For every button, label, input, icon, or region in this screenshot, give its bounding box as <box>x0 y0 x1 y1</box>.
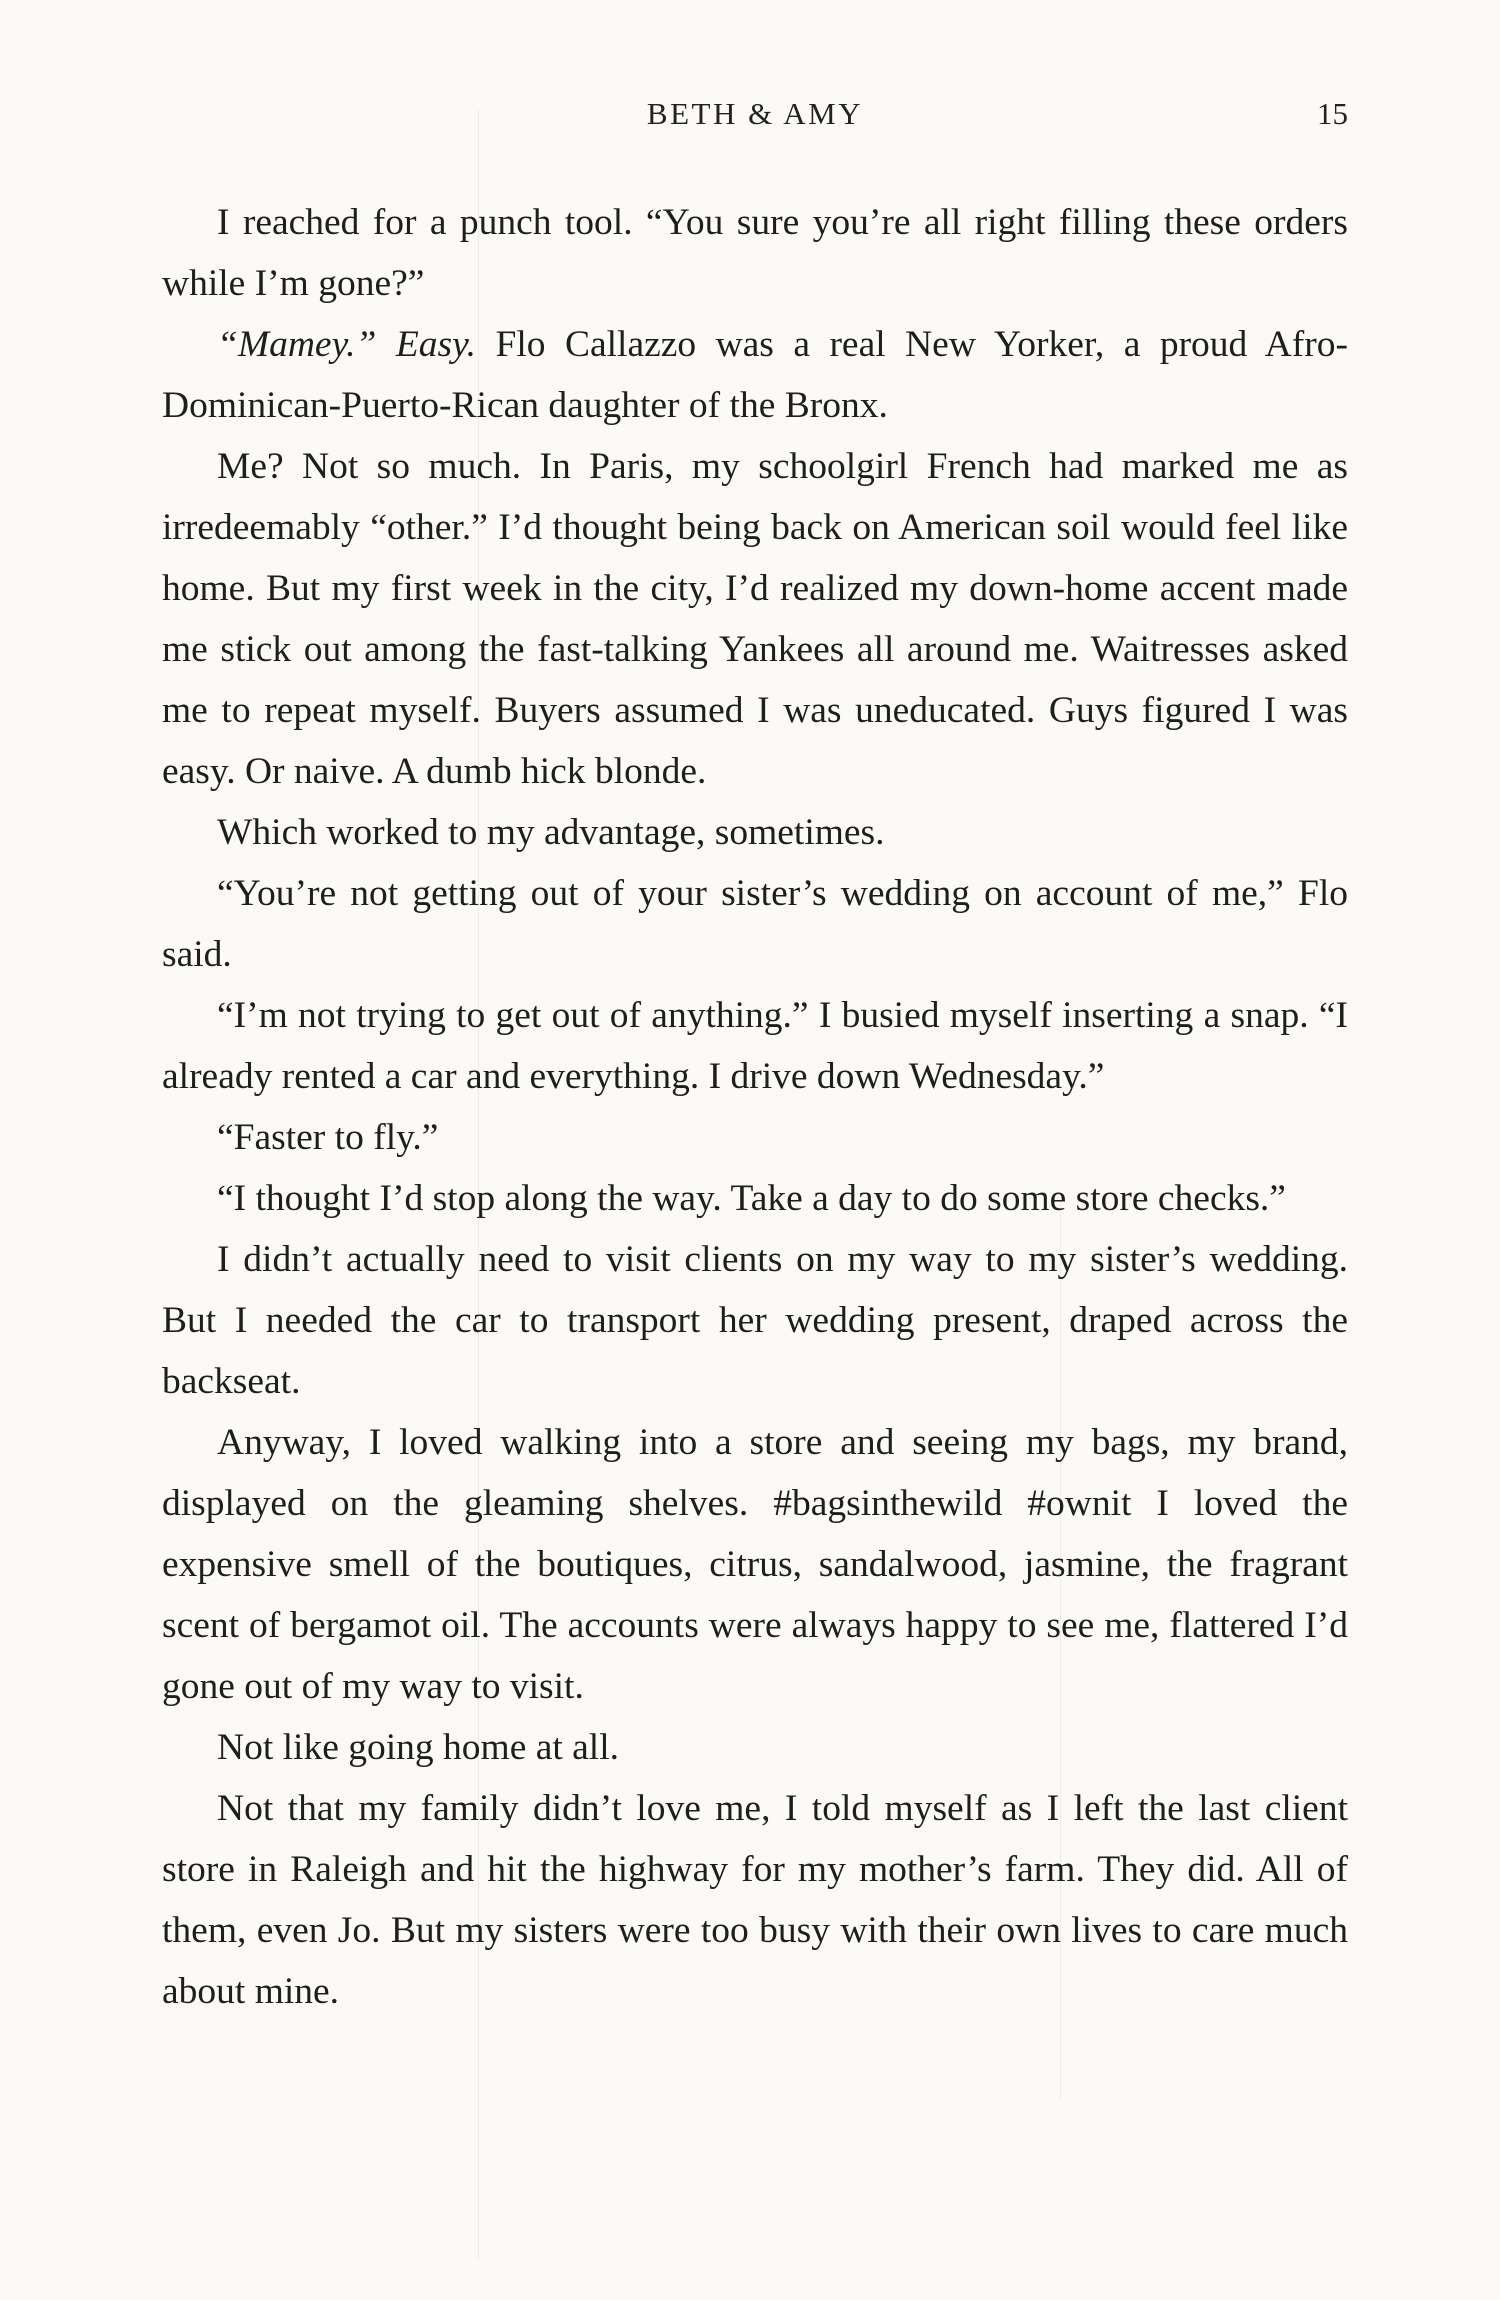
paragraph: Which worked to my advantage, sometimes. <box>217 812 885 853</box>
paragraph: Me? Not so much. In Paris, my schoolgirl French had marked me as irredeemably “other.” I’d thought being back on American soil would feel like home. But my first week in the city, I’d realized my down-home accent made me stick out among the fast-talking Yankees all around me. Waitresses asked me to repeat myself. Buyers assumed I was uneducated. Guys figured I was easy. Or naive. A dumb hick blonde. <box>162 446 1348 792</box>
paragraph: I didn’t actually need to visit clients on my way to my sister’s wedding. But I needed the car to transport her wedding present, draped across the backseat. <box>162 1239 1348 1402</box>
paragraph: Not that my family didn’t love me, I told myself as I left the last client store in Raleigh and hit the highway for my mother’s farm. They did. All of them, even Jo. But my sisters were too busy with their own lives to care much about mine. <box>162 1788 1348 2012</box>
paragraph: I reached for a punch tool. “You sure you’re all right filling these orders while I’m gone?” <box>162 202 1348 304</box>
paragraph: Not like going home at all. <box>217 1727 620 1768</box>
paragraph: “Faster to fly.” <box>217 1117 439 1158</box>
paragraph: Anyway, I loved walking into a store and seeing my bags, my brand, displayed on the gleaming shelves. #bagsinthewild #ownit I loved the expensive smell of the boutiques, citrus, sandalwood, jasmine, the fragrant scent of bergamot oil. The accounts were always happy to see me, flattered I’d gone out of my way to visit. <box>162 1422 1348 1707</box>
page-header <box>162 96 1348 140</box>
paragraph-text: Flo Callazzo was a real New Yorker, a proud Afro-Dominican-Puerto-Rican daughter of the Bronx. <box>162 324 1348 426</box>
page-number: 15 <box>1317 96 1348 131</box>
paragraph: “You’re not getting out of your sister’s wedding on account of me,” Flo said. <box>162 873 1348 975</box>
italic-phrase: “Mamey.” Easy. <box>217 324 477 365</box>
paragraph <box>162 314 1348 436</box>
paragraph: “I’m not trying to get out of anything.” I busied myself inserting a snap. “I already rented a car and everything. I drive down Wednesday.” <box>162 995 1348 1097</box>
body-text <box>162 192 1348 2022</box>
running-head: BETH & AMY <box>646 96 864 131</box>
paragraph: “I thought I’d stop along the way. Take a day to do some store checks.” <box>217 1178 1286 1219</box>
